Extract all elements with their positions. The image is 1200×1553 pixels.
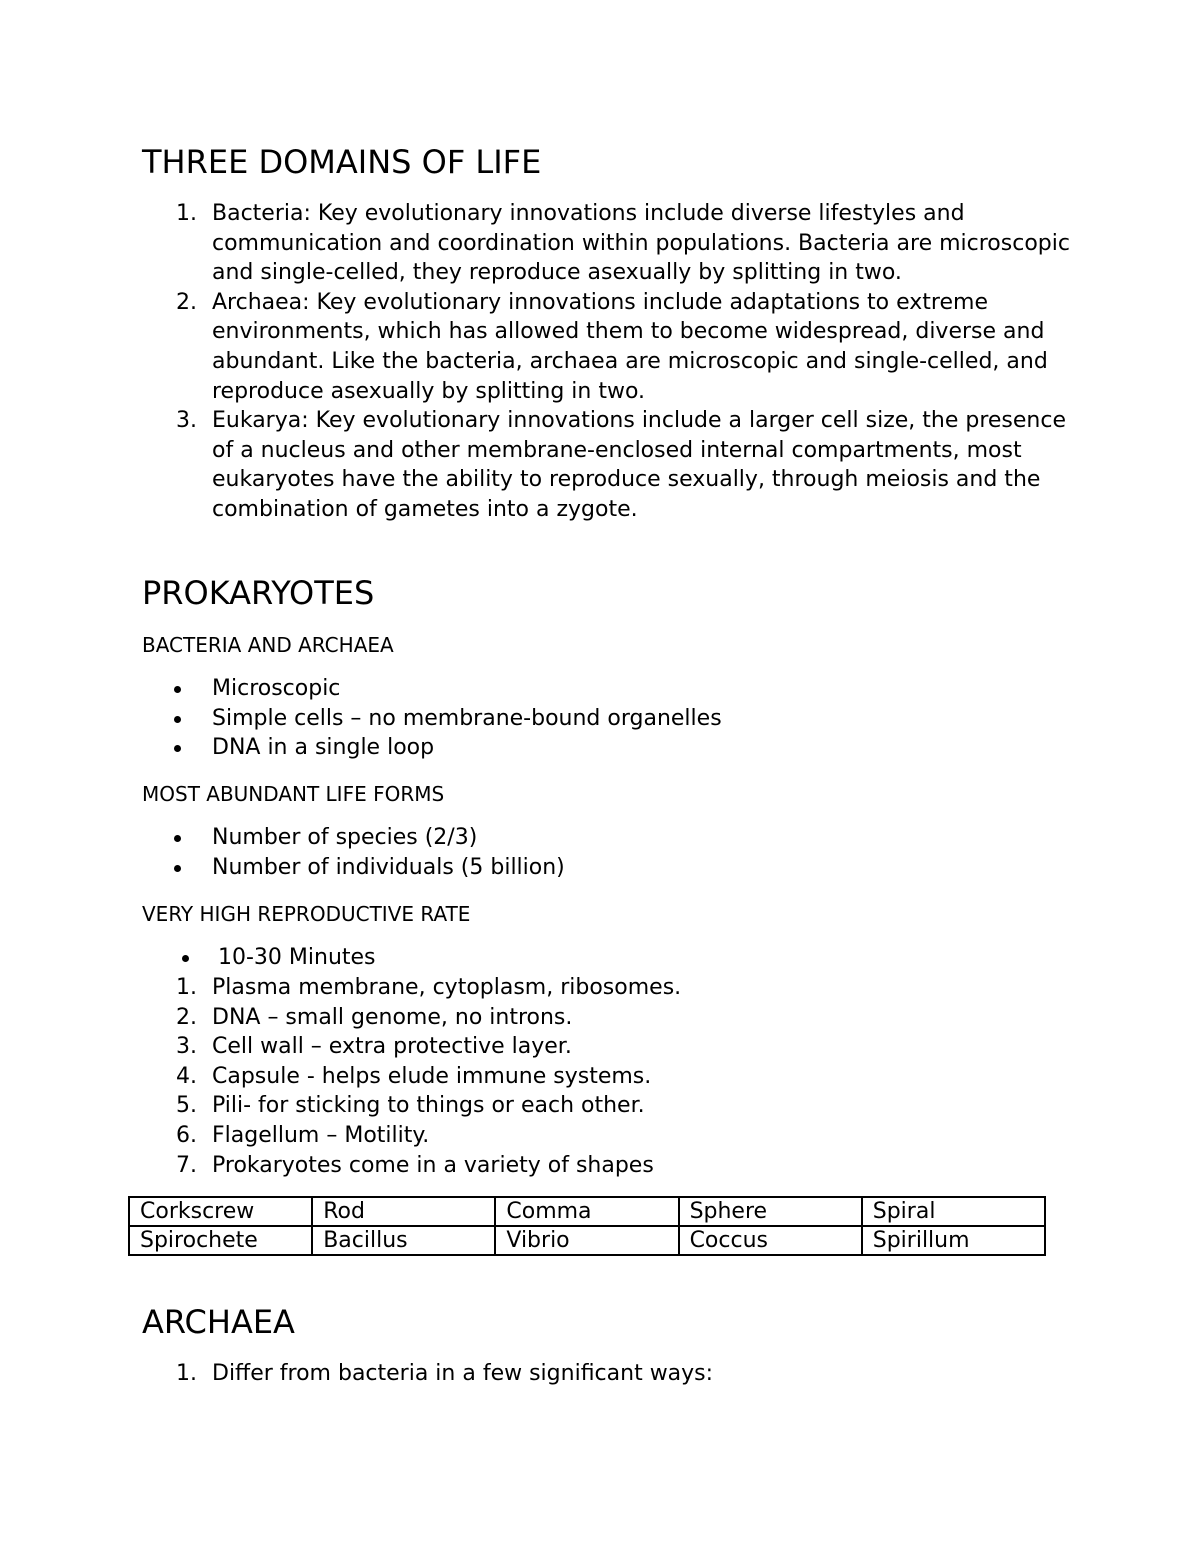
list-item-text: DNA in a single loop (212, 735, 435, 761)
list-item (142, 943, 1072, 973)
list-item-text: Simple cells – no membrane-bound organelles (212, 705, 722, 731)
bacteria-archaea-heading: BACTERIA AND ARCHAEA (142, 633, 394, 657)
list-item (142, 1062, 1072, 1092)
archaea-list (142, 1359, 1072, 1389)
list-number: 4. (176, 1063, 197, 1089)
list-item (142, 1359, 1072, 1389)
list-number: 3. (176, 1034, 197, 1060)
list-item (142, 1151, 1072, 1181)
list-item-text: Number of individuals (5 billion) (212, 854, 565, 880)
table-cell: Vibrio (495, 1226, 678, 1255)
list-item-text: Eukarya: Key evolutionary innovations include a larger cell size, the presence of a nucleus and other membrane-enclosed internal compartments, most eukaryotes have the ability to reproduce sexually, through meiosis and the combination of gametes into a zygote. (212, 408, 1067, 522)
list-number: 5. (176, 1093, 197, 1119)
list-item (142, 1003, 1072, 1033)
list-item-text: Microscopic (212, 676, 341, 701)
list-item (142, 704, 1072, 734)
table-cell: Spiral (862, 1197, 1045, 1226)
list-number: 1. (176, 201, 197, 226)
table-row (129, 1226, 1045, 1255)
list-item-text: Cell wall – extra protective layer. (212, 1034, 572, 1060)
bullet-icon (174, 745, 181, 752)
list-item-text: Pili- for sticking to things or each other. (212, 1093, 645, 1119)
list-item (142, 674, 1072, 704)
prokaryotes-title: PROKARYOTES (142, 574, 375, 612)
table-cell: Corkscrew (129, 1197, 312, 1226)
list-item (142, 288, 1072, 406)
list-item (142, 733, 1072, 763)
list-item (142, 199, 1072, 288)
list-item (142, 1032, 1072, 1062)
table-cell: Sphere (679, 1197, 862, 1226)
list-item (142, 1091, 1072, 1121)
list-number: 2. (176, 289, 197, 315)
list-item (142, 823, 1072, 853)
abundant-list (142, 823, 1072, 882)
abundant-heading: MOST ABUNDANT LIFE FORMS (142, 782, 445, 806)
table-row (129, 1197, 1045, 1226)
list-item-text: Number of species (2/3) (212, 825, 478, 850)
list-item (142, 853, 1072, 883)
reproductive-heading: VERY HIGH REPRODUCTIVE RATE (142, 902, 471, 926)
list-number: 7. (176, 1152, 197, 1178)
list-item-text: Prokaryotes come in a variety of shapes (212, 1152, 654, 1178)
list-item (142, 406, 1072, 524)
list-item-text: Archaea: Key evolutionary innovations include adaptations to extreme environments, which has allowed them to become widespread, diverse and abundant. Like the bacteria, archaea are microscopic and single-celled, and reproduce asexually by splitting in two. (212, 289, 1048, 404)
list-number: 3. (176, 408, 197, 434)
list-item-text: Differ from bacteria in a few significant ways: (212, 1361, 714, 1386)
shapes-table (128, 1196, 1046, 1256)
list-item (142, 1121, 1072, 1151)
list-item-text: Flagellum – Motility. (212, 1122, 430, 1148)
domains-list (142, 199, 1072, 525)
bullet-icon (174, 716, 181, 723)
table-cell: Spirillum (862, 1226, 1045, 1255)
list-number: 6. (176, 1122, 197, 1148)
prokaryote-features-list (142, 973, 1072, 1180)
reproductive-bullet-list (142, 943, 1072, 973)
table-cell: Spirochete (129, 1226, 312, 1255)
list-number: 1. (176, 975, 197, 1000)
bullet-icon (182, 955, 189, 962)
bacteria-archaea-list (142, 674, 1072, 763)
table-cell: Bacillus (312, 1226, 495, 1255)
table-cell: Comma (495, 1197, 678, 1226)
list-item-text: Capsule - helps elude immune systems. (212, 1063, 652, 1089)
list-item-text: DNA – small genome, no introns. (212, 1004, 573, 1030)
table-cell: Rod (312, 1197, 495, 1226)
list-number: 1. (176, 1361, 197, 1386)
list-item-text: 10-30 Minutes (218, 945, 376, 970)
list-number: 2. (176, 1004, 197, 1030)
archaea-title: ARCHAEA (142, 1303, 295, 1341)
list-item (142, 973, 1072, 1003)
bullet-icon (174, 835, 181, 842)
domains-title: THREE DOMAINS OF LIFE (142, 143, 542, 181)
bullet-icon (174, 686, 181, 693)
list-item-text: Bacteria: Key evolutionary innovations include diverse lifestyles and communication and coordination within populations. Bacteria are microscopic and single-celled, they reproduce asexually by splitting in two. (212, 201, 1070, 286)
table-cell: Coccus (679, 1226, 862, 1255)
bullet-icon (174, 865, 181, 872)
list-item-text: Plasma membrane, cytoplasm, ribosomes. (212, 975, 682, 1000)
